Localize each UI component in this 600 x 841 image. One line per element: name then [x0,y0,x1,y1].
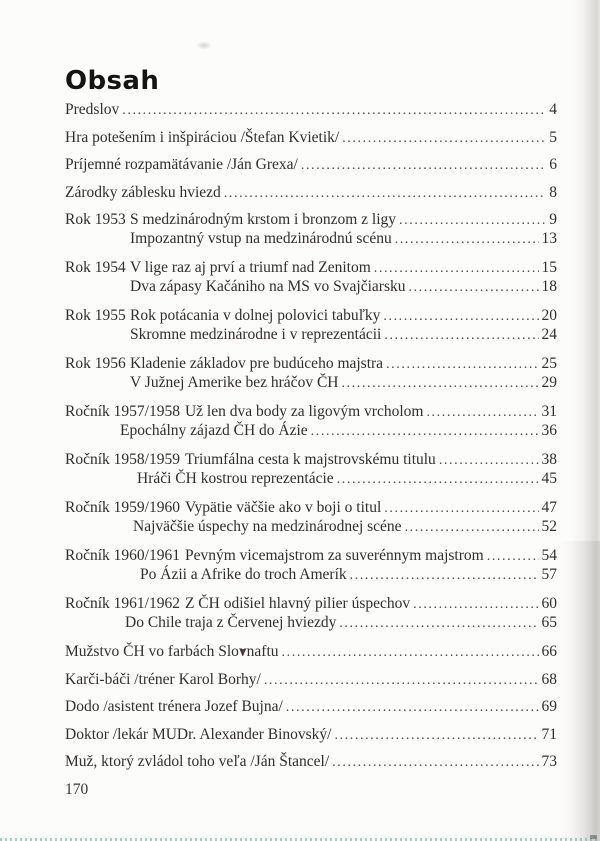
toc-page-number: 71 [541,725,557,743]
dot-leader [122,101,546,120]
dot-leader [264,671,539,690]
toc-row [65,211,557,230]
toc-page-number: 20 [541,307,557,324]
dot-leader [405,518,539,537]
toc-row [65,184,557,203]
toc-entry-title: S medzinárodným krstom i bronzom z ligy [130,211,397,228]
toc-section [65,451,557,489]
toc-entry-title: Príjemné rozpamätávanie /Ján Grexa/ [65,156,298,173]
toc-section [65,595,557,633]
toc-row [65,355,557,374]
toc-row [65,307,557,326]
toc-entry [65,671,557,690]
toc-page-number: 65 [541,614,557,631]
dot-leader [337,470,539,489]
toc-section-label: Ročník 1958/1959 [65,451,180,468]
toc-entry-title: Pevným vicemajstrom za suverénnym majstrom [184,547,484,564]
toc-page-number: 31 [541,403,557,420]
toc-page-number: 25 [541,355,557,372]
toc-row [65,753,557,772]
toc-page-number: 6 [549,156,557,173]
toc-page-number: 9 [549,211,557,228]
toc-row [65,129,557,148]
toc-entry-title: Doktor /lekár MUDr. Alexander Binovský/ [65,725,332,743]
toc-page-number: 18 [541,278,557,295]
toc-section-label: Ročník 1960/1961 [65,547,180,564]
toc-row [65,156,557,175]
dot-leader [408,278,538,297]
toc-entry-title: V lige raz aj prví a triumf nad Zenitom [130,259,371,276]
toc-section-label: Ročník 1957/1958 [65,403,180,420]
ink-smudge [196,41,212,50]
dot-leader [413,595,538,614]
toc-page-number: 45 [541,470,557,487]
toc-row [65,671,557,690]
toc-row [65,451,557,470]
toc-entry-title: Dva zápasy Kačániho na MS vo Svajčiarsku [130,278,406,295]
toc-section-label: Ročník 1959/1960 [65,499,180,516]
page-title: Obsah [65,66,160,96]
dot-leader [332,753,538,772]
toc-row [65,230,557,249]
toc-page-number: 5 [549,128,557,146]
toc-page-number: 47 [541,499,557,516]
dot-leader [487,547,539,566]
toc-section-label: Rok 1956 [65,355,126,372]
page-edge-shadow [570,0,600,841]
toc-entry [65,698,557,717]
toc-section [65,211,557,249]
toc-page-number: 69 [541,698,557,715]
toc-entry [65,184,557,203]
toc-entry-title: Z ČH odišiel hlavný pilier úspechov [184,595,411,612]
dot-leader [439,451,539,470]
dot-leader [374,259,539,278]
toc-row [65,643,557,662]
toc-section-label: Ročník 1961/1962 [65,595,180,612]
dot-leader [224,184,546,203]
toc-row [65,614,557,633]
dot-leader [339,614,538,633]
toc-section [65,403,557,441]
toc-entry [65,643,557,662]
toc-section-label: Rok 1954 [65,259,126,276]
dot-leader [286,698,539,717]
toc-entry-title: Hráči ČH kostrou reprezentácie [137,470,334,487]
toc-entry-title: Epochálny zájazd ČH do Ázie [120,422,308,439]
toc-row [65,422,557,441]
toc-page-number: 52 [541,518,557,535]
toc-entry-title: Predslov [65,101,120,118]
toc-section [65,259,557,297]
toc-row [65,374,557,393]
toc-page-number: 13 [541,230,557,247]
toc-entry-title: Skromne medzinárodne i v reprezentácii [130,326,382,343]
dot-leader [350,566,539,585]
toc-page-number: 15 [541,259,557,276]
toc-row [65,698,557,717]
dot-leader [383,307,538,326]
toc-row [65,566,557,585]
toc-entry-title: Karči-báči /tréner Karol Borhy/ [65,670,261,688]
toc-page-number: 73 [541,753,557,770]
toc-section [65,547,557,585]
toc-page-number: 24 [541,326,557,343]
toc-entry-title: Impozantný vstup na medzinárodnú scénu [130,230,392,247]
dot-leader [342,129,546,148]
toc-entry [65,129,557,148]
toc-entry-title: V Južnej Amerike bez hráčov ČH [130,374,339,391]
toc-section [65,355,557,393]
toc-row [65,726,557,745]
toc-entry-title: Vypätie väčšie ako v boji o titul [184,499,382,516]
toc-entry-title: Kladenie základov pre budúceho majstra [130,355,384,372]
toc-row [65,547,557,566]
toc-page-number: 36 [541,422,557,439]
toc-row [65,326,557,345]
toc-row [65,259,557,278]
toc-entry [65,753,557,772]
toc-section-label: Rok 1955 [65,307,126,324]
toc-entry-title: Do Chile traja z Červenej hviezdy [125,614,337,631]
toc-page-number: 68 [541,670,557,688]
toc-row [65,595,557,614]
toc-page-number: 66 [541,643,557,660]
toc-entry-title: Hra potešením i inšpiráciou /Štefan Kvietik/ [65,128,340,146]
toc-page-number: 4 [549,101,557,118]
toc-page-number: 60 [541,595,557,612]
toc-entry-title: Po Ázii a Afrike do troch Amerík [140,566,347,583]
toc-row [65,403,557,422]
toc-section [65,499,557,537]
toc-row [65,101,557,120]
toc-entry-title: Mužstvo ČH vo farbách Slovnaftu [65,643,279,660]
toc-entry-title: Rok potácania v dolnej polovici tabuľky [130,307,381,324]
toc-entry-title: Už len dva body za ligovým vrcholom [184,403,424,420]
corner-speck [590,835,597,839]
dot-leader [384,326,538,345]
toc-page-number: 54 [541,547,557,564]
toc-row [65,518,557,537]
dot-leader [386,355,538,374]
toc-entry-title: Zárodky záblesku hviezd [65,183,221,201]
toc-entry [65,726,557,745]
toc-page-number: 57 [541,566,557,583]
folio-page-number: 170 [65,781,89,798]
dot-leader [311,422,539,441]
dot-leader [399,211,546,230]
toc-entry [65,156,557,175]
toc-entry-title: Triumfálna cesta k majstrovskému titulu [184,451,436,468]
toc-page-number: 29 [541,374,557,391]
toc-entry-title: Muž, ktorý zvládol toho veľa /Ján Štancel/ [65,753,330,770]
table-of-contents [65,68,557,781]
toc-row [65,470,557,489]
dot-leader [426,403,538,422]
page-edge-shadow-lower [560,541,600,841]
toc-row [65,278,557,297]
toc-page-number: 8 [549,183,557,201]
toc-entries [65,101,557,772]
toc-row [65,499,557,518]
dot-leader [395,230,539,249]
toc-page-number: 38 [541,451,557,468]
toc-entry-title: Dodo /asistent trénera Jozef Bujna/ [65,698,283,715]
toc-entry [65,101,557,120]
dot-leader [282,643,539,662]
toc-section [65,307,557,345]
toc-entry-title: Najväčšie úspechy na medzinárodnej scéne [133,518,402,535]
dot-leader [334,726,538,745]
dot-leader [341,374,538,393]
dot-leader [384,499,538,518]
dot-leader [301,156,546,175]
toc-section-label: Rok 1953 [65,211,126,228]
